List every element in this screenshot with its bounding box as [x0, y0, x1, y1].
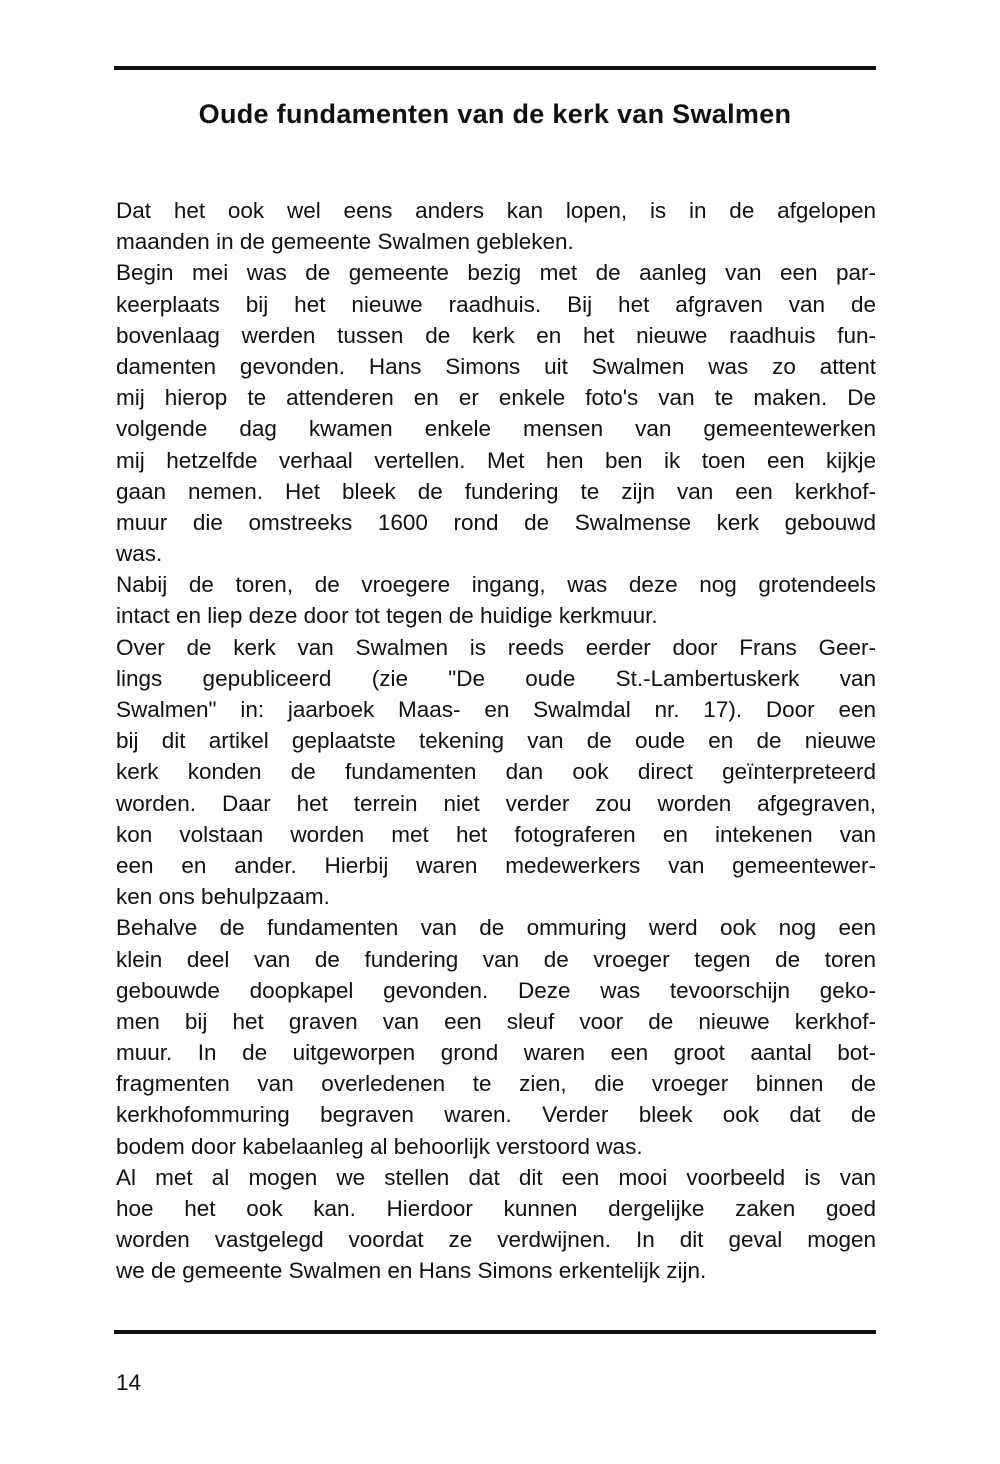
body-line: kon volstaan worden met het fotograferen en intekenen van: [116, 821, 876, 847]
body-line: bodem door kabelaanleg al behoorlijk verstoord was.: [116, 1133, 643, 1159]
body-line: Over de kerk van Swalmen is reeds eerder door Frans Geer-: [116, 634, 876, 660]
body-line: klein deel van de fundering van de vroeger tegen de toren: [116, 946, 876, 972]
body-line: Nabij de toren, de vroegere ingang, was deze nog grotendeels: [116, 572, 876, 598]
body-line: Swalmen" in: jaarboek Maas- en Swalmdal nr. 17). Door een: [116, 697, 876, 722]
body-line: worden. Daar het terrein niet verder zou worden afgegraven,: [116, 790, 876, 816]
body-line: men bij het graven van een sleuf voor de nieuwe kerkhof-: [116, 1008, 876, 1034]
body-line: fragmenten van overledenen te zien, die vroeger binnen de: [116, 1071, 876, 1097]
body-line: kerkhofommuring begraven waren. Verder bleek ook dat de: [116, 1102, 876, 1128]
body-line: was.: [116, 541, 163, 567]
body-line: Al met al mogen we stellen dat dit een mooi voorbeeld is van: [116, 1164, 876, 1190]
body-line: kerk konden de fundamenten dan ook direct geïnterpreteerd: [116, 759, 876, 785]
body-line: lings gepubliceerd (zie "De oude St.-Lambertuskerk van: [116, 665, 876, 691]
body-line: maanden in de gemeente Swalmen gebleken.: [116, 229, 574, 255]
page-number: 14: [116, 1370, 142, 1395]
body-line: muur die omstreeks 1600 rond de Swalmense kerk gebouwd: [116, 509, 876, 535]
body-line: hoe het ook kan. Hierdoor kunnen dergelijke zaken goed: [116, 1196, 876, 1221]
body-line: een en ander. Hierbij waren medewerkers van gemeentewer-: [116, 852, 876, 878]
body-line: Behalve de fundamenten van de ommuring werd ook nog een: [116, 915, 876, 941]
body-line: bij dit artikel geplaatste tekening van de oude en de nieuwe: [116, 728, 876, 754]
body-line: keerplaats bij het nieuwe raadhuis. Bij het afgraven van de: [116, 291, 876, 317]
body-line: mij hierop te attenderen en er enkele foto's van te maken. De: [116, 385, 876, 411]
bottom-rule: [114, 1330, 876, 1334]
article-title: Oude fundamenten van de kerk van Swalmen: [198, 99, 792, 129]
body-line: we de gemeente Swalmen en Hans Simons erkentelijk zijn.: [116, 1258, 707, 1284]
body-line: Begin mei was de gemeente bezig met de aanleg van een par-: [116, 260, 876, 286]
body-line: damenten gevonden. Hans Simons uit Swalmen was zo attent: [116, 353, 876, 379]
body-line: volgende dag kwamen enkele mensen van gemeentewerken: [116, 416, 876, 442]
body-line: mij hetzelfde verhaal vertellen. Met hen ben ik toen een kijkje: [116, 447, 876, 473]
body-line: Dat het ook wel eens anders kan lopen, is in de afgelopen: [116, 198, 876, 223]
top-rule: [114, 66, 876, 70]
body-line: bovenlaag werden tussen de kerk en het nieuwe raadhuis fun-: [116, 322, 876, 348]
body-line: muur. In de uitgeworpen grond waren een groot aantal bot-: [116, 1040, 876, 1066]
body-line: gaan nemen. Het bleek de fundering te zijn van een kerkhof-: [116, 478, 876, 504]
body-line: ken ons behulpzaam.: [116, 884, 330, 910]
body-line: gebouwde doopkapel gevonden. Deze was tevoorschijn geko-: [116, 977, 876, 1003]
body-line: worden vastgelegd voordat ze verdwijnen. In dit geval mogen: [116, 1227, 876, 1253]
article-body: [116, 195, 876, 1287]
body-line: intact en liep deze door tot tegen de huidige kerkmuur.: [116, 603, 658, 629]
